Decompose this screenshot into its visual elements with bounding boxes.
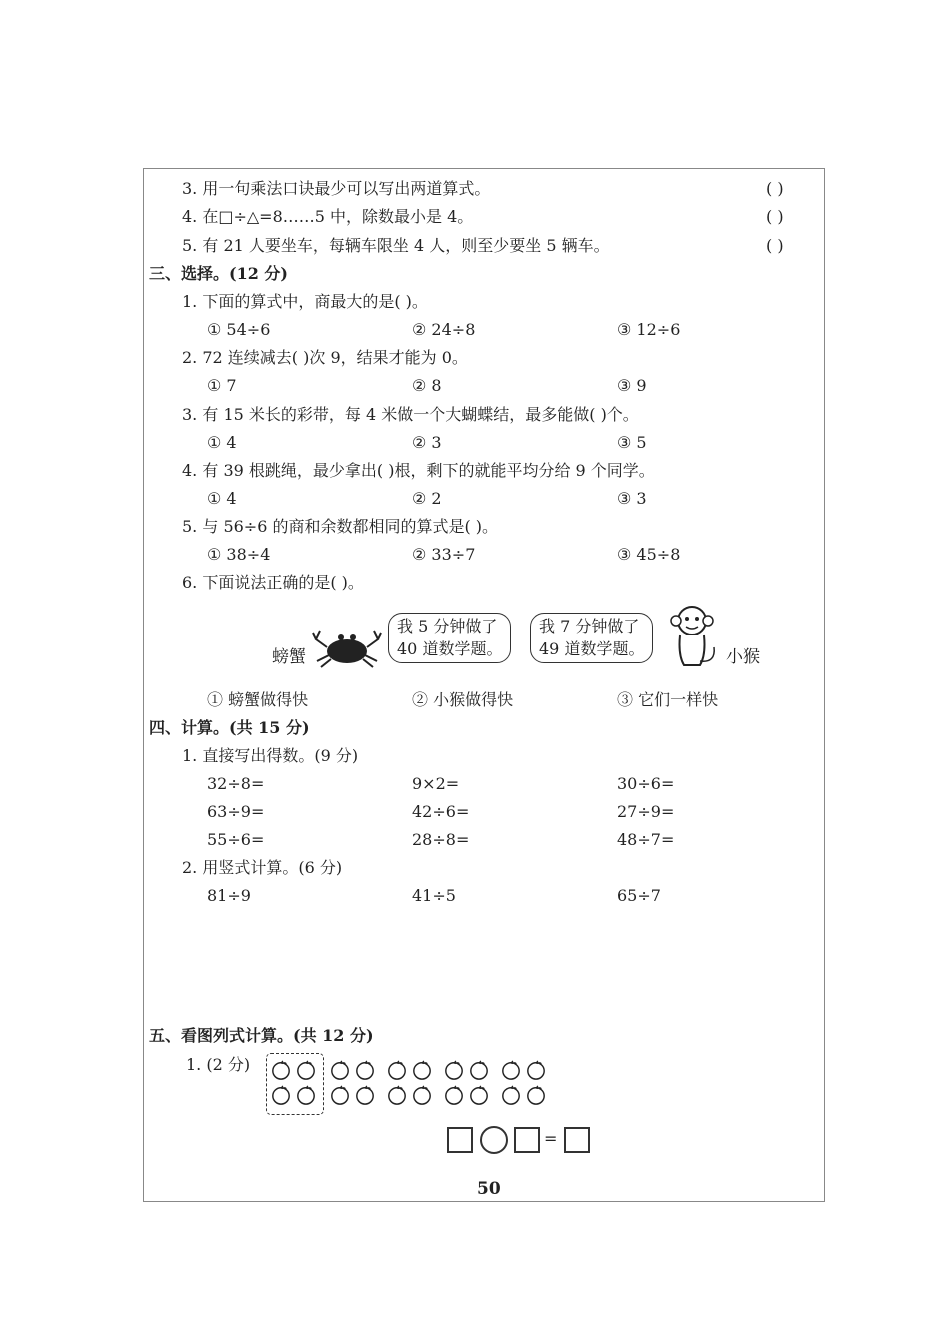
apple-icon — [412, 1085, 432, 1105]
apple-icon — [330, 1085, 350, 1105]
calc-3-2: 28÷8= — [412, 830, 470, 849]
apple-icon — [387, 1060, 407, 1080]
q4-option-1: ① 4 — [207, 489, 237, 508]
crab-bubble-line-1: 我 5 分钟做了 — [397, 617, 498, 636]
q2-option-3: ③ 9 — [617, 376, 647, 395]
choice-q5: 5. 与 56÷6 的商和余数都相同的算式是( )。 — [182, 517, 499, 536]
monkey-bubble-line-1: 我 7 分钟做了 — [539, 617, 640, 636]
judge-item-4: 4. 在□÷△=8……5 中，除数最小是 4。 — [182, 207, 474, 226]
section-4-title: 四、计算。(共 15 分) — [149, 718, 310, 737]
crab-bubble-line-2: 40 道数学题。 — [397, 639, 503, 658]
q6-option-3: ③ 它们一样快 — [617, 690, 719, 709]
monkey-bubble-line-2: 49 道数学题。 — [539, 639, 645, 658]
apple-icon — [355, 1085, 375, 1105]
apple-icon — [469, 1060, 489, 1080]
calc-2-1: 63÷9= — [207, 802, 265, 821]
apple-icon — [271, 1060, 291, 1080]
equals-sign: = — [544, 1129, 558, 1148]
q3-option-3: ③ 5 — [617, 433, 647, 452]
operator-circle[interactable] — [480, 1126, 508, 1154]
choice-q3: 3. 有 15 米长的彩带，每 4 米做一个大蝴蝶结，最多能做( )个。 — [182, 405, 639, 424]
apple-icon — [469, 1085, 489, 1105]
q1-option-1: ① 54÷6 — [207, 320, 271, 339]
choice-q4: 4. 有 39 根跳绳，最少拿出( )根，剩下的就能平均分给 9 个同学。 — [182, 461, 655, 480]
monkey-label: 小猴 — [726, 647, 760, 667]
answer-paren-4: ( ) — [766, 207, 784, 226]
q1-option-2: ② 24÷8 — [412, 320, 476, 339]
crab-label: 螃蟹 — [272, 647, 306, 667]
choice-q2: 2. 72 连续减去( )次 9，结果才能为 0。 — [182, 348, 468, 367]
q3-option-1: ① 4 — [207, 433, 237, 452]
page-number: 50 — [477, 1179, 501, 1199]
choice-q1: 1. 下面的算式中，商最大的是( )。 — [182, 292, 428, 311]
vertical-calc-2: 41÷5 — [412, 886, 456, 905]
section-3-title: 三、选择。(12 分) — [149, 264, 288, 283]
q2-option-1: ① 7 — [207, 376, 237, 395]
apple-icon — [296, 1085, 316, 1105]
vertical-calc-1: 81÷9 — [207, 886, 251, 905]
section-5-title: 五、看图列式计算。(共 12 分) — [149, 1026, 374, 1045]
direct-calc-heading: 1. 直接写出得数。(9 分) — [182, 746, 359, 765]
apple-icon — [501, 1060, 521, 1080]
picture-q1-label: 1. (2 分) — [186, 1055, 251, 1074]
calc-3-3: 48÷7= — [617, 830, 675, 849]
judge-item-5: 5. 有 21 人要坐车，每辆车限坐 4 人，则至少要坐 5 辆车。 — [182, 236, 610, 255]
apple-icon — [444, 1085, 464, 1105]
q4-option-3: ③ 3 — [617, 489, 647, 508]
apple-icon — [355, 1060, 375, 1080]
monkey-speech-bubble — [530, 613, 653, 663]
apple-icon — [330, 1060, 350, 1080]
answer-paren-5: ( ) — [766, 236, 784, 255]
apple-icon — [412, 1060, 432, 1080]
apple-icon — [387, 1085, 407, 1105]
q5-option-1: ① 38÷4 — [207, 545, 271, 564]
answer-box-2[interactable] — [514, 1127, 540, 1153]
answer-box-1[interactable] — [447, 1127, 473, 1153]
q6-option-1: ① 螃蟹做得快 — [207, 690, 309, 709]
judge-item-3: 3. 用一句乘法口诀最少可以写出两道算式。 — [182, 179, 491, 198]
answer-paren-3: ( ) — [766, 179, 784, 198]
crab-icon — [312, 621, 382, 671]
vertical-calc-3: 65÷7 — [617, 886, 661, 905]
q5-option-3: ③ 45÷8 — [617, 545, 681, 564]
answer-box-result[interactable] — [564, 1127, 590, 1153]
q2-option-2: ② 8 — [412, 376, 442, 395]
q1-option-3: ③ 12÷6 — [617, 320, 681, 339]
apple-icon — [296, 1060, 316, 1080]
q5-option-2: ② 33÷7 — [412, 545, 476, 564]
choice-q6: 6. 下面说法正确的是( )。 — [182, 573, 364, 592]
calc-2-3: 27÷9= — [617, 802, 675, 821]
vertical-calc-heading: 2. 用竖式计算。(6 分) — [182, 858, 343, 877]
crab-speech-bubble — [388, 613, 511, 663]
calc-3-1: 55÷6= — [207, 830, 265, 849]
apple-icon — [444, 1060, 464, 1080]
apple-icon — [271, 1085, 291, 1105]
q3-option-2: ② 3 — [412, 433, 442, 452]
q4-option-2: ② 2 — [412, 489, 442, 508]
monkey-icon — [664, 603, 720, 671]
calc-2-2: 42÷6= — [412, 802, 470, 821]
calc-1-3: 30÷6= — [617, 774, 675, 793]
worksheet-page — [143, 168, 825, 1202]
apple-icon — [526, 1060, 546, 1080]
apple-icon — [501, 1085, 521, 1105]
calc-1-1: 32÷8= — [207, 774, 265, 793]
apple-icon — [526, 1085, 546, 1105]
calc-1-2: 9×2= — [412, 774, 460, 793]
q6-option-2: ② 小猴做得快 — [412, 690, 514, 709]
